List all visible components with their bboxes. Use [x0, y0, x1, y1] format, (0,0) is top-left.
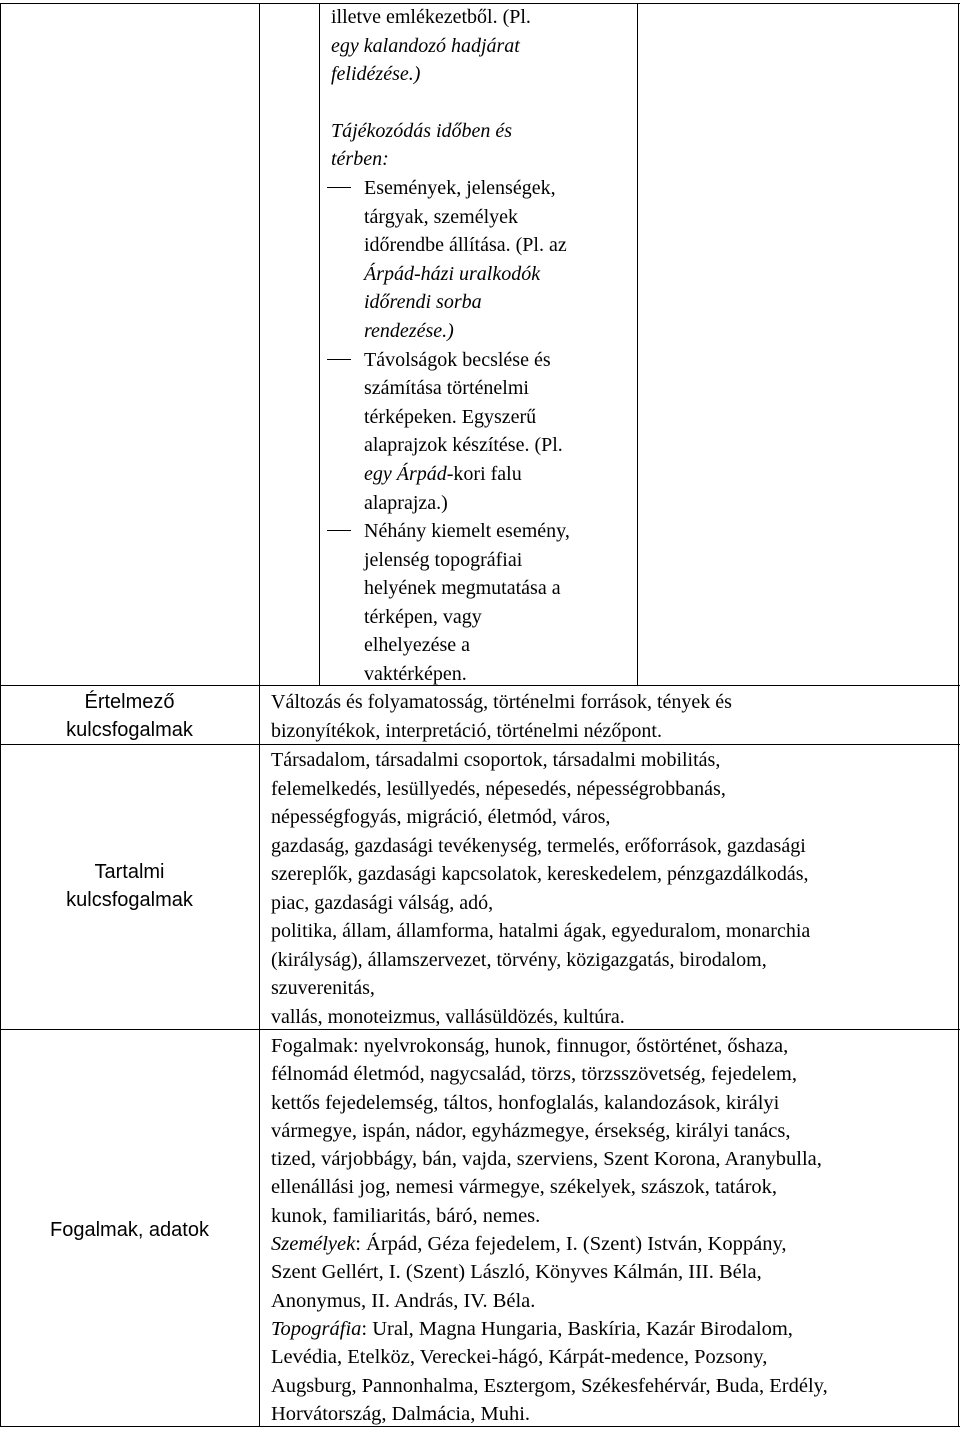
text-span: Fogalmak: nyelvrokonság, hunok, finnugor, őstörténet, őshaza,: [271, 1035, 789, 1057]
text-span: Távolságok becslése és: [364, 348, 551, 371]
bullet-line: [364, 317, 570, 346]
text-span: : Árpád, Géza fejedelem, I. (Szent) István, Koppány,: [355, 1233, 787, 1256]
tartalmi-line: gazdaság, gazdasági tevékenység, termelés, erőforrások, gazdasági: [271, 834, 806, 857]
table-border-right: [958, 3, 959, 1427]
tartalmi-line: szereplők, gazdasági kapcsolatok, kereskedelem, pénzgazdálkodás,: [271, 863, 809, 885]
bullet-line: [364, 631, 570, 660]
bullet-line: [364, 346, 570, 375]
tartalmi-line: piac, gazdasági válság, adó,: [271, 891, 494, 914]
label-column-divider: [259, 3, 260, 1427]
fogalmak-line: [271, 1372, 828, 1400]
bullet-line: [364, 203, 570, 232]
tartalmi-line: Társadalom, társadalmi csoportok, társadalmi mobilitás,: [271, 749, 721, 771]
bullet-item: [327, 346, 570, 518]
text-span: Augsburg, Pannonhalma, Esztergom, Székesfehérvár, Buda, Erdély,: [271, 1374, 828, 1397]
heading-line: Tájékozódás időben és: [331, 119, 513, 142]
top-cell-content: [331, 3, 570, 689]
bullet-line: [364, 546, 570, 575]
text-span: vaktérképen.: [364, 663, 467, 686]
bullet-item: [327, 174, 570, 346]
text-span: tized, várjobbágy, bán, vajda, szerviens, Szent Korona, Aranybulla,: [271, 1148, 822, 1171]
intro-text: [331, 3, 570, 89]
text-span: időrendi sorba: [364, 291, 482, 314]
label-line: kulcsfogalmak: [66, 719, 193, 741]
fogalmak-line: [271, 1089, 828, 1117]
bullet-text: [364, 174, 570, 346]
text-span: alaprajzok készítése. (Pl.: [364, 434, 563, 457]
bullet-text: [364, 517, 570, 689]
tartalmi-line: (királyság), államszervezet, törvény, közigazgatás, birodalom,: [271, 948, 767, 971]
heading-line: térben:: [331, 148, 389, 171]
label-ertelmezo-kulcsfogalmak: [0, 688, 259, 744]
intro-line: illetve emlékezetből. (Pl.: [331, 6, 531, 28]
fogalmak-line: [271, 1287, 828, 1315]
intro-line: felidézése.): [331, 63, 421, 86]
bullet-line: [364, 403, 570, 432]
text-span: időrendbe állítása. (Pl. az: [364, 234, 567, 257]
text-span: számítása történelmi: [364, 377, 529, 400]
tartalmi-content: [271, 746, 810, 1031]
tartalmi-line: népességfogyás, migráció, életmód, város,: [271, 806, 611, 828]
text-span: rendezése.): [364, 319, 454, 342]
bullet-line: [364, 288, 570, 317]
text-span: Árpád-házi uralkodók: [364, 262, 541, 285]
tartalmi-line: vallás, monoteizmus, vallásüldözés, kultúra.: [271, 1005, 625, 1028]
text-span: félnomád életmód, nagycsalád, törzs, törzsszövetség, fejedelem,: [271, 1063, 797, 1086]
dash-bullet-icon: [327, 530, 351, 531]
fogalmak-content: [271, 1032, 828, 1428]
bullet-line: [364, 489, 570, 518]
text-span: : Ural, Magna Hungaria, Baskíria, Kazár Birodalom,: [361, 1317, 793, 1340]
bullet-line: [364, 517, 570, 546]
top-cell-right-divider: [637, 3, 638, 685]
label-line: Fogalmak, adatok: [50, 1219, 209, 1241]
label-fogalmak-adatok: [0, 1216, 259, 1244]
bullet-line: [364, 174, 570, 203]
label-tartalmi-kulcsfogalmak: [0, 858, 259, 914]
label-line: kulcsfogalmak: [66, 889, 193, 911]
fogalmak-line: [271, 1032, 828, 1060]
text-span: Topográfia: [271, 1317, 362, 1340]
ertelmezo-content: [271, 688, 732, 745]
text-span: Események, jelenségek,: [364, 176, 556, 199]
fogalmak-line: [271, 1145, 828, 1173]
bullet-line: [364, 574, 570, 603]
ertelmezo-line: Változás és folyamatosság, történelmi források, tények és: [271, 691, 732, 713]
tartalmi-line: felemelkedés, lesüllyedés, népesedés, népességrobbanás,: [271, 777, 726, 800]
bullet-line: [364, 431, 570, 460]
fogalmak-line: [271, 1202, 828, 1230]
label-line: Tartalmi: [94, 861, 165, 883]
top-cell-left-divider: [319, 3, 320, 685]
fogalmak-line: [271, 1343, 828, 1371]
bullet-line: [364, 260, 570, 289]
fogalmak-line: [271, 1117, 828, 1145]
dash-bullet-icon: [327, 359, 351, 360]
ertelmezo-line: bizonyítékok, interpretáció, történelmi nézőpont.: [271, 719, 662, 742]
text-span: tárgyak, személyek: [364, 205, 519, 228]
text-span: Levédia, Etelköz, Vereckei-hágó, Kárpát-medence, Pozsony,: [271, 1346, 768, 1369]
fogalmak-line: [271, 1315, 828, 1343]
text-span: Árpád: [396, 462, 447, 485]
text-span: kunok, familiaritás, báró, nemes.: [271, 1204, 541, 1227]
text-span: Néhány kiemelt esemény,: [364, 520, 570, 543]
text-span: egy: [364, 462, 397, 485]
bullet-line: [364, 660, 570, 689]
text-span: térképeken. Egyszerű: [364, 405, 537, 428]
text-span: ellenállási jog, nemesi vármegye, székelyek, szászok, tatárok,: [271, 1176, 778, 1199]
bullet-item: [327, 517, 570, 689]
fogalmak-line: [271, 1230, 828, 1258]
text-span: alaprajza.): [364, 491, 448, 514]
label-line: Értelmező: [84, 691, 175, 713]
bullet-list: [327, 174, 570, 689]
orientation-heading: [331, 117, 570, 174]
text-span: térképen, vagy: [364, 605, 482, 628]
fogalmak-line: [271, 1400, 828, 1428]
text-span: Horvátország, Dalmácia, Muhi.: [271, 1402, 531, 1425]
text-span: helyének megmutatása a: [364, 577, 561, 600]
fogalmak-line: [271, 1173, 828, 1201]
text-span: jelenség topográfiai: [364, 548, 523, 571]
text-span: -kori falu: [446, 462, 522, 485]
text-span: Szent Gellért, I. (Szent) László, Könyves Kálmán, III. Béla,: [271, 1261, 762, 1284]
bullet-line: [364, 231, 570, 260]
intro-line: egy kalandozó hadjárat: [331, 34, 520, 57]
tartalmi-line: politika, állam, államforma, hatalmi ágak, egyeduralom, monarchia: [271, 920, 811, 942]
text-span: kettős fejedelemség, táltos, honfoglalás, kalandozások, királyi: [271, 1091, 780, 1114]
fogalmak-line: [271, 1060, 828, 1088]
text-span: elhelyezése a: [364, 634, 471, 657]
bullet-line: [364, 460, 570, 489]
dash-bullet-icon: [327, 187, 351, 188]
fogalmak-line: [271, 1258, 828, 1286]
bullet-line: [364, 603, 570, 632]
text-span: Anonymus, II. András, IV. Béla.: [271, 1289, 536, 1312]
text-span: Személyek: [271, 1233, 356, 1256]
bullet-line: [364, 374, 570, 403]
tartalmi-line: szuverenitás,: [271, 977, 375, 999]
bullet-text: [364, 346, 570, 518]
text-span: vármegye, ispán, nádor, egyházmegye, érsekség, királyi tanács,: [271, 1119, 791, 1142]
